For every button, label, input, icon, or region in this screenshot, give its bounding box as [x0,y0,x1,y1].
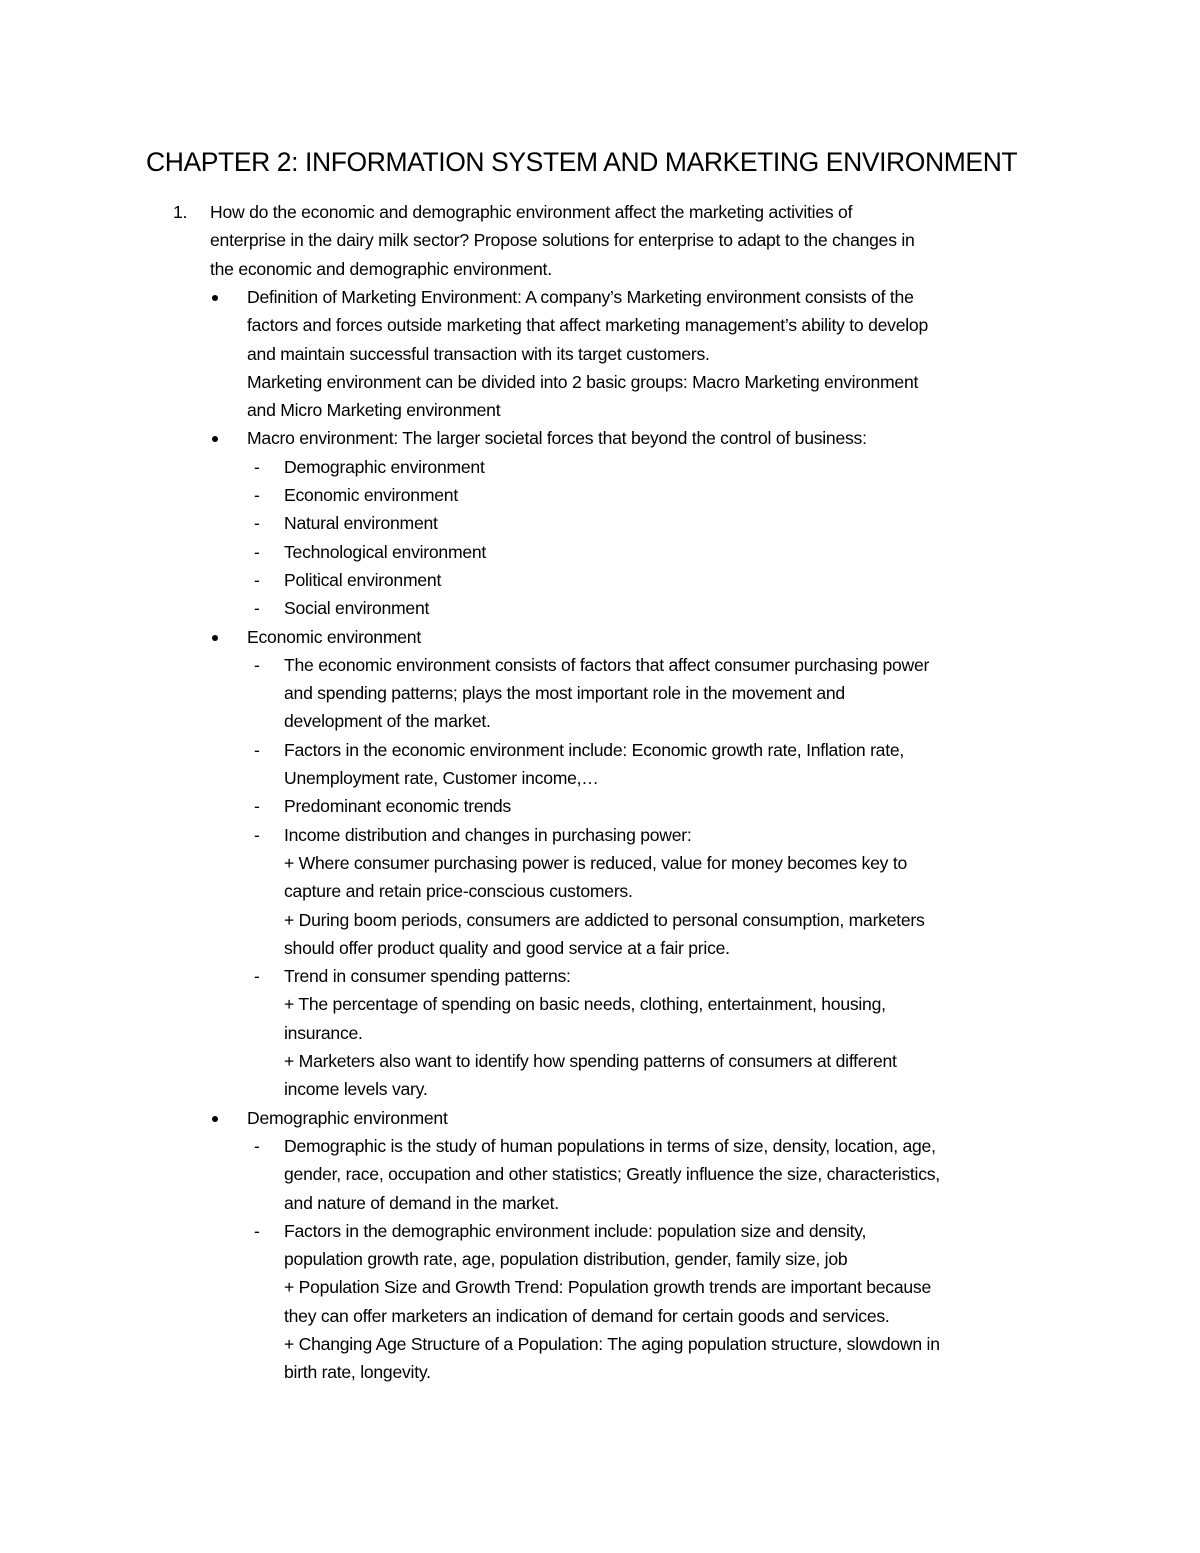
question-line: the economic and demographic environment. [210,258,552,279]
bullet-line: Economic environment [247,626,421,647]
sub-line: population growth rate, age, population distribution, gender, family size, job [284,1249,848,1270]
sub-line: Unemployment rate, Customer income,… [284,768,599,789]
sub-line: Factors in the economic environment include: Economic growth rate, Inflation rate, [284,739,905,760]
sub-item [247,481,1060,509]
bullet-line: and Micro Marketing environment [247,400,501,421]
bullet-item-macro-environment [210,424,1060,622]
question-number: 1. [173,202,188,222]
dash-icon: - [254,456,260,477]
sub-line: Political environment [284,569,442,590]
sub-line: Factors in the demographic environment include: population size and density, [284,1220,867,1241]
bullet-icon [212,1116,218,1122]
question-line: enterprise in the dairy milk sector? Propose solutions for enterprise to adapt to the changes in [210,230,915,251]
sub-item [247,453,1060,481]
dash-icon: - [254,1220,260,1241]
sub-item [247,538,1060,566]
sub-line: Economic environment [284,485,458,506]
bullet-item-demographic-environment [210,1104,1060,1387]
bullet-item-definition [210,283,1060,424]
dash-icon: - [254,739,260,760]
bullet-line: and maintain successful transaction with its target customers. [247,343,710,364]
sub-line: Natural environment [284,513,438,534]
bullet-list [210,283,1060,1387]
dash-icon: - [254,824,260,845]
sub-line: insurance. [284,1022,363,1043]
sub-line: The economic environment consists of factors that affect consumer purchasing power [284,654,930,675]
question-line: How do the economic and demographic environment affect the marketing activities of [210,202,853,222]
sub-line: + Population Size and Growth Trend: Population growth trends are important because [284,1277,931,1298]
dash-icon: - [254,1135,260,1156]
sub-item [247,1132,1060,1217]
sub-line: Demographic environment [284,456,485,477]
question-item [173,198,1053,283]
chapter-title: CHAPTER 2: INFORMATION SYSTEM AND MARKETING ENVIRONMENT [146,147,1018,177]
dash-icon: - [254,598,260,619]
sub-item [247,1217,1060,1387]
bullet-line: Macro environment: The larger societal forces that beyond the control of business: [247,428,867,449]
sub-line: + Where consumer purchasing power is reduced, value for money becomes key to [284,852,908,873]
dash-icon: - [254,541,260,562]
sub-line: income levels vary. [284,1079,428,1100]
sub-line: and nature of demand in the market. [284,1192,559,1213]
sub-line: Technological environment [284,541,487,562]
sub-item [247,651,1060,736]
bullet-line: Demographic environment [247,1107,448,1128]
sub-line: + During boom periods, consumers are addicted to personal consumption, marketers [284,909,925,930]
sub-line: Social environment [284,598,430,619]
bullet-icon [212,295,218,301]
sub-line: they can offer marketers an indication of demand for certain goods and services. [284,1305,890,1326]
sub-line: should offer product quality and good service at a fair price. [284,937,730,958]
bullet-icon [212,635,218,641]
bullet-line: Definition of Marketing Environment: A company’s Marketing environment consists of the [247,287,914,307]
sub-item [247,736,1060,793]
bullet-line: factors and forces outside marketing that affect marketing management’s ability to develop [247,315,928,336]
dash-icon: - [254,654,260,675]
sub-item [247,792,1060,820]
dash-icon: - [254,513,260,534]
bullet-icon [212,436,218,442]
dash-icon: - [254,966,260,987]
sub-line: gender, race, occupation and other statistics; Greatly influence the size, characteristics, [284,1164,940,1185]
bullet-line: Marketing environment can be divided into 2 basic groups: Macro Marketing environment [247,371,919,392]
sub-item [247,566,1060,594]
bullet-item-economic-environment [210,623,1060,1104]
sub-line: + The percentage of spending on basic needs, clothing, entertainment, housing, [284,994,886,1015]
dash-icon: - [254,485,260,506]
dash-icon: - [254,796,260,817]
sub-line: capture and retain price-conscious customers. [284,881,633,902]
sub-item [247,509,1060,537]
sub-line: + Marketers also want to identify how spending patterns of consumers at different [284,1051,897,1072]
sub-line: birth rate, longevity. [284,1362,431,1383]
sub-line: and spending patterns; plays the most important role in the movement and [284,683,845,704]
sub-item [247,962,1060,1103]
question-text [210,198,1053,283]
dash-icon: - [254,569,260,590]
sub-item [247,821,1060,962]
sub-item [247,594,1060,622]
sub-line: Income distribution and changes in purchasing power: [284,824,692,845]
sub-line: development of the market. [284,711,491,732]
sub-line: + Changing Age Structure of a Population: The aging population structure, slowdown in [284,1333,940,1354]
sub-line: Demographic is the study of human populations in terms of size, density, location, age, [284,1135,936,1156]
sub-line: Trend in consumer spending patterns: [284,966,571,987]
sub-line: Predominant economic trends [284,796,511,817]
